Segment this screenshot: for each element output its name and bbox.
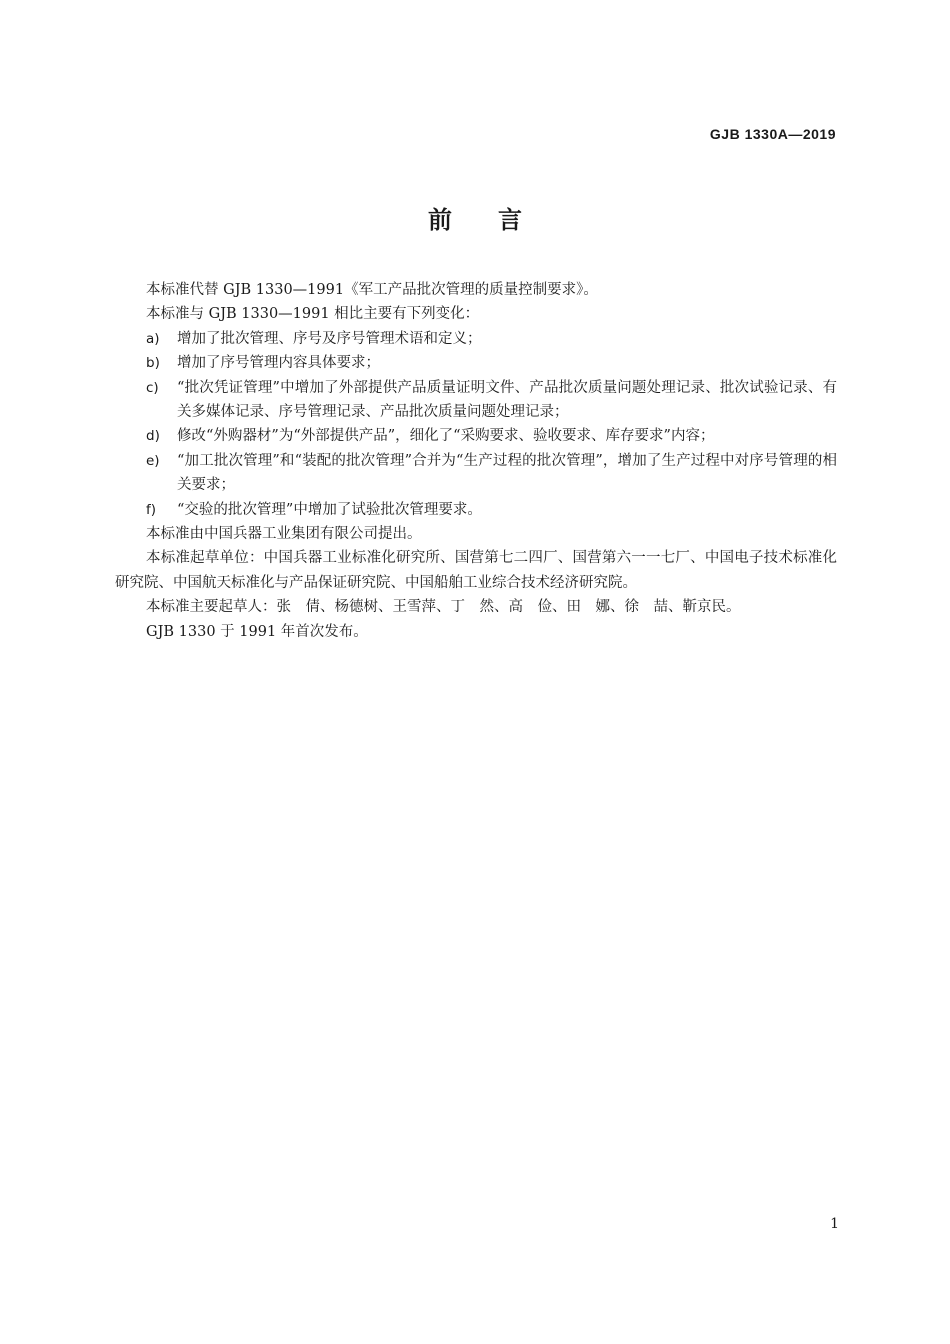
- drafting-units-paragraph: 本标准起草单位：中国兵器工业标准化研究所、国营第七二四厂、国营第六一一七厂、中国电子技术标准化研究院、中国航天标准化与产品保证研究院、中国船舶工业综合技术经济研究院。: [115, 550, 837, 591]
- foreword-body: [115, 278, 837, 644]
- change-item-text: 增加了批次管理、序号及序号管理术语和定义；: [177, 330, 482, 347]
- change-item-e: [115, 449, 837, 498]
- change-item-f: [115, 498, 837, 522]
- change-item-marker: c): [146, 379, 159, 396]
- page-number: 1: [830, 1216, 839, 1232]
- change-item-a: [115, 327, 837, 351]
- change-item-text: “加工批次管理”和“装配的批次管理”合并为“生产过程的批次管理”，增加了生产过程中对序号管理的相关要求；: [177, 452, 837, 494]
- change-item-c: [115, 376, 837, 425]
- page-title: 前言: [428, 206, 568, 234]
- change-item-b: [115, 351, 837, 375]
- change-item-text: “交验的批次管理”中增加了试验批次管理要求。: [177, 501, 482, 518]
- change-item-marker: d): [146, 428, 160, 445]
- change-item-marker: f): [146, 501, 157, 518]
- standard-code: GJB 1330A—2019: [709, 126, 836, 142]
- intro-paragraph-replaces: 本标准代替 GJB 1330—1991《军工产品批次管理的质量控制要求》。: [146, 282, 598, 298]
- change-item-d: [115, 424, 837, 448]
- intro-paragraph-changes: 本标准与 GJB 1330—1991 相比主要有下列变化：: [146, 306, 480, 323]
- change-item-marker: a): [146, 330, 160, 347]
- first-publication-paragraph: GJB 1330 于 1991 年首次发布。: [146, 623, 368, 640]
- change-item-text: 修改“外购器材”为“外部提供产品”，细化了“采购要求、验收要求、库存要求”内容；: [177, 428, 715, 445]
- drafters-paragraph: 本标准主要起草人：张 倩、杨德树、王雪萍、丁 然、高 俭、田 娜、徐 喆、靳京民。: [146, 599, 741, 616]
- change-item-text: 增加了序号管理内容具体要求；: [177, 355, 380, 372]
- change-item-text: “批次凭证管理”中增加了外部提供产品质量证明文件、产品批次质量问题处理记录、批次试验记录、有关多媒体记录、序号管理记录、产品批次质量问题处理记录；: [177, 379, 837, 421]
- change-item-marker: e): [146, 452, 160, 469]
- change-item-marker: b): [146, 355, 160, 372]
- proposer-paragraph: 本标准由中国兵器工业集团有限公司提出。: [146, 526, 422, 543]
